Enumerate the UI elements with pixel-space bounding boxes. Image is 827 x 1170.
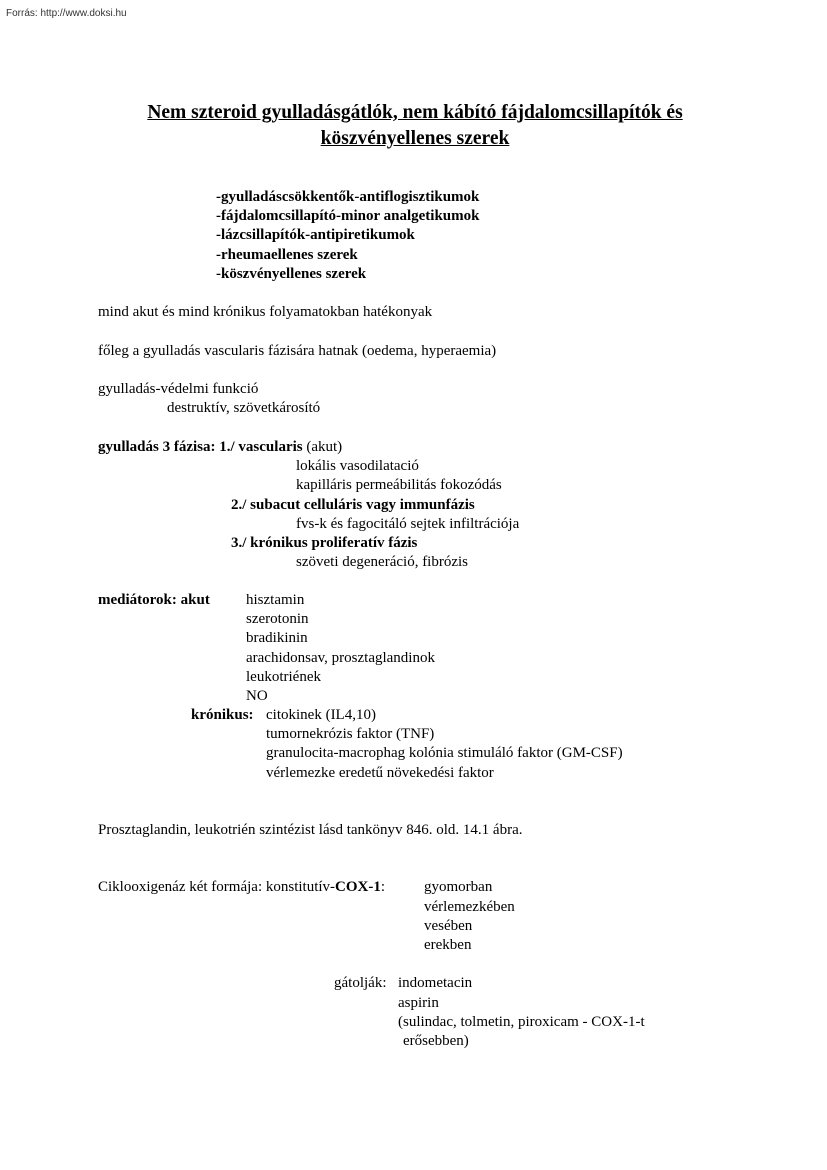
- mediator-acute-item: hisztamin: [246, 592, 305, 608]
- category-item: -fájdalomcsillapító-minor analgetikumok: [216, 208, 480, 224]
- mediator-acute-item: arachidonsav, prosztaglandinok: [246, 650, 435, 666]
- cox-sep: :: [380, 879, 386, 895]
- phase-2-title: 2./ subacut celluláris vagy immunfázis: [231, 497, 475, 513]
- paragraph-vascular: főleg a gyulladás vascularis fázisára hatnak (oedema, hyperaemia): [98, 343, 497, 359]
- category-item: -gyulladáscsökkentők-antiflogisztikumok: [216, 189, 480, 205]
- mediator-acute-item: szerotonin: [246, 611, 309, 627]
- category-item: -köszvényellenes szerek: [216, 266, 367, 282]
- phase-3-item: szöveti degeneráció, fibrózis: [296, 554, 469, 570]
- inhibitor-item: (sulindac, tolmetin, piroxicam - COX-1-t: [398, 1014, 645, 1030]
- category-item: -rheumaellenes szerek: [216, 247, 358, 263]
- inhibitor-item: indometacin: [398, 975, 473, 991]
- inhibitor-item: aspirin: [398, 995, 439, 1011]
- phase-1-item: lokális vasodilatació: [296, 458, 419, 474]
- mediator-chronic-item: tumornekrózis faktor (TNF): [266, 726, 435, 742]
- phase-1-item: kapilláris permeábilitás fokozódás: [296, 477, 502, 493]
- mediator-acute-item: NO: [246, 688, 268, 704]
- chronic-label: krónikus:: [191, 707, 254, 723]
- page-title-line2: köszvényellenes szerek: [320, 128, 510, 149]
- mediator-chronic-item: granulocita-macrophag kolónia stimuláló faktor (GM-CSF): [266, 745, 623, 761]
- cox-location: vesében: [424, 918, 473, 934]
- mediators-label: mediátorok: akut: [98, 592, 210, 608]
- phases-label: gyulladás 3 fázisa:: [98, 439, 216, 455]
- paragraph-effective: mind akut és mind krónikus folyamatokban hatékonyak: [98, 304, 433, 320]
- phase-1-title: 1./ vascularis: [219, 439, 303, 455]
- page-title: Nem szteroid gyulladásgátlók, nem kábító fájdalomcsillapítók és: [147, 102, 683, 123]
- phase-1-suffix: (akut): [306, 439, 343, 455]
- phase-3-title: 3./ krónikus proliferatív fázis: [231, 535, 418, 551]
- phase-2-item: fvs-k és fagocitáló sejtek infiltrációja: [296, 516, 520, 532]
- cox-1-label: COX-1: [335, 879, 381, 895]
- inhibit-label: gátolják:: [334, 975, 387, 991]
- reference-note: Prosztaglandin, leukotrién szintézist lásd tankönyv 846. old. 14.1 ábra.: [98, 822, 523, 838]
- mediator-chronic-item: vérlemezke eredetű növekedési faktor: [266, 765, 494, 781]
- cox-prefix: Ciklooxigenáz két formája: konstitutív-: [98, 879, 336, 895]
- cox-location: gyomorban: [424, 879, 493, 895]
- cox-line: [98, 878, 385, 896]
- defense-label: gyulladás-védelmi funkció: [98, 381, 259, 397]
- cox-location: erekben: [424, 937, 472, 953]
- phase-1-line: [98, 438, 342, 456]
- source-label: Forrás: http://www.doksi.hu: [6, 8, 127, 19]
- mediator-acute-item: leukotriének: [246, 669, 321, 685]
- mediator-chronic-item: citokinek (IL4,10): [266, 707, 376, 723]
- inhibitor-item: erősebben): [403, 1033, 469, 1049]
- mediator-acute-item: bradikinin: [246, 630, 308, 646]
- cox-location: vérlemezkében: [424, 899, 515, 915]
- category-item: -lázcsillapítók-antipiretikumok: [216, 227, 415, 243]
- defense-sub: destruktív, szövetkárosító: [167, 400, 321, 416]
